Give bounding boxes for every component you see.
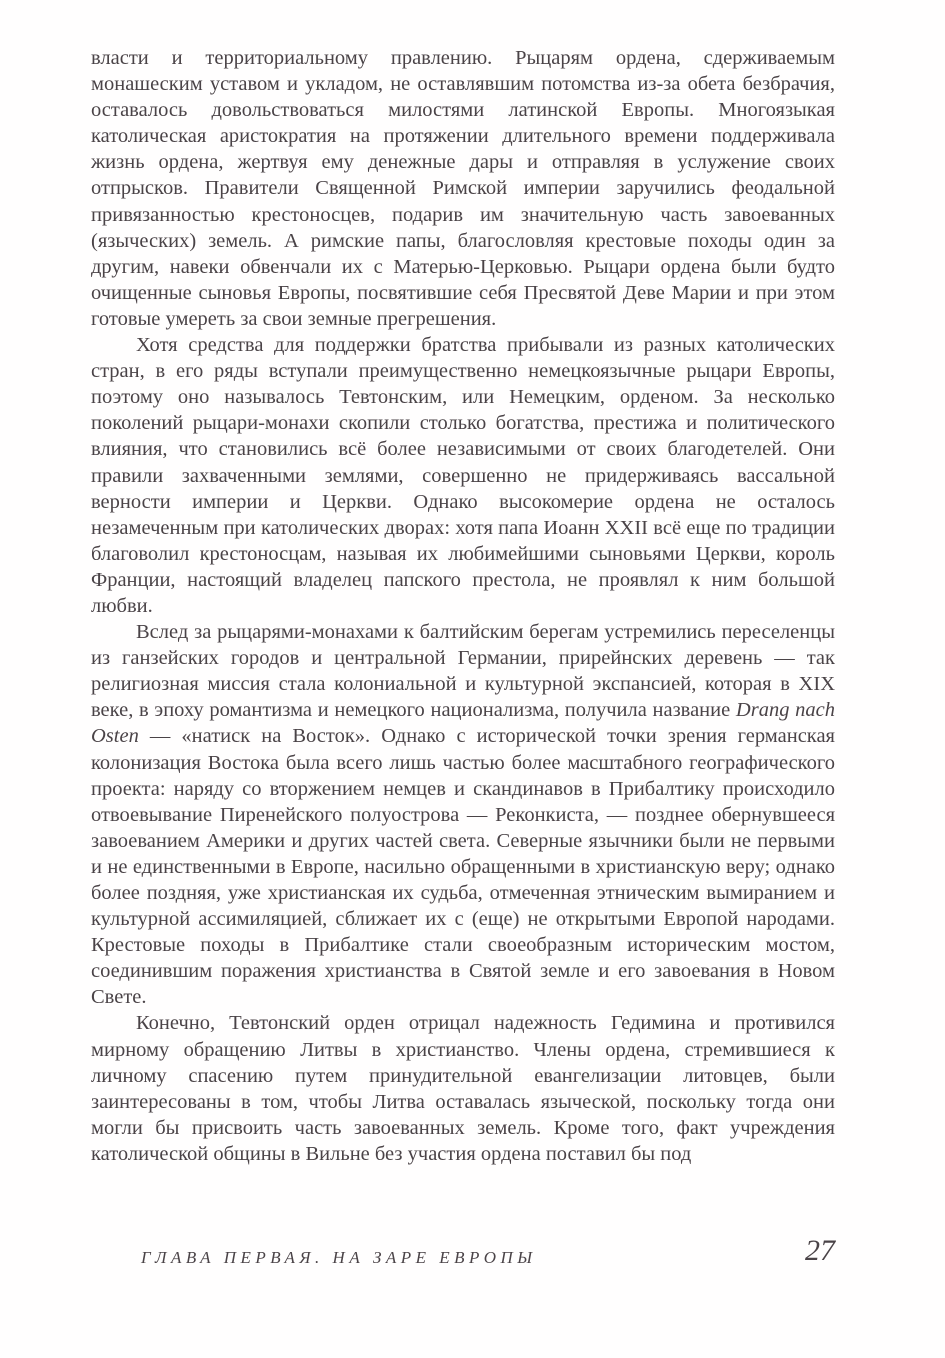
text-segment: Вслед за рыцарями-монахами к балтийским берегам устремились переселенцы из ганзейских городов и центральной Германии, прирейнских деревень — так религиозная миссия стала колониальной и культурной экспансией, которая в XIX веке, в эпоху романтизма и немецкого национализма, получила название [91, 621, 835, 722]
foreign-phrase-italic: Drang nach Osten [91, 699, 835, 748]
text-segment: Конечно, Тевтонский орден отрицал надежность Гедимина и противился мирному обращению Литвы в христианство. Члены ордена, стремившиеся к личному спасению путем принудительной евангелизации литовцев, были заинтересованы в том, чтобы Литва оставалась языческой, поскольку тогда они могли бы присвоить часть завоеванных земель. Кроме того, факт учреждения католической общины в Вильне без участия ордена поставил бы под [91, 1012, 835, 1165]
page-text [91, 45, 835, 1167]
paragraph-3 [91, 619, 835, 1010]
paragraph-2 [91, 332, 835, 619]
text-segment: Хотя средства для поддержки братства прибывали из разных католических стран, в его ряды вступали преимущественно немецкоязычные рыцари Европы, поэтому оно называлось Тевтонским, или Немецким, орденом. За несколько поколений рыцари-монахи скопили столько богатства, престижа и политического влияния, что становились всё более независимыми от своих благодетелей. Они правили захваченными землями, совершенно не придерживаясь вассальной верности империи и Церкви. Однако высокомерие ордена не осталось незамеченным при католических дворах: хотя папа Иоанн XXII всё еще по традиции благоволил крестоносцам, называя их любимейшими сыновьями Церкви, король Франции, настоящий владелец папского престола, не проявлял к ним большой любви. [91, 334, 835, 617]
paragraph-4 [91, 1010, 835, 1167]
text-segment: власти и территориальному правлению. Рыцарям ордена, сдерживаемым монашеским уставом и укладом, не оставлявшим потомства из-за обета безбрачия, оставалось довольствоваться милостями латинской Европы. Многоязыкая католическая аристократия на протяжении длительного времени поддерживала жизнь ордена, жертвуя ему денежные дары и отправляя в услужение своих отпрысков. Правители Священной Римской империи заручились феодальной привязанностью крестоносцев, подарив им значительную часть завоеванных (языческих) земель. А римские папы, благословляя крестовые походы один за другим, навеки обвенчали их с Матерью-Церковью. Рыцари ордена были будто очищенные сыновья Европы, посвятившие себя Пресвятой Деве Марии и при этом готовые умереть за свои земные прегрешения. [91, 47, 835, 330]
page-number: 27 [805, 1234, 835, 1267]
text-segment: — «натиск на Восток». Однако с исторической точки зрения германская колонизация Востока была всего лишь частью более масштабного географического проекта: наряду со вторжением немцев и скандинавов в Прибалтику происходило отвоевывание Пиренейского полуострова — Реконкиста, — позднее обернувшееся завоеванием Америки и других частей света. Северные язычники были не первыми и не единственными в Европе, насильно обращенными в христианскую веру; однако более поздняя, уже христианская их судьба, отмеченная этническим вымиранием и культурной ассимиляцией, сближает их с (еще) не открытыми Европой народами. Крестовые походы в Прибалтике стали своеобразным историческим мостом, соединившим поражения христианства в Святой земле и его завоевания в Новом Свете. [91, 725, 835, 1009]
paragraph-1 [91, 45, 835, 332]
running-title: ГЛАВА ПЕРВАЯ. НА ЗАРЕ ЕВРОПЫ [141, 1248, 537, 1267]
